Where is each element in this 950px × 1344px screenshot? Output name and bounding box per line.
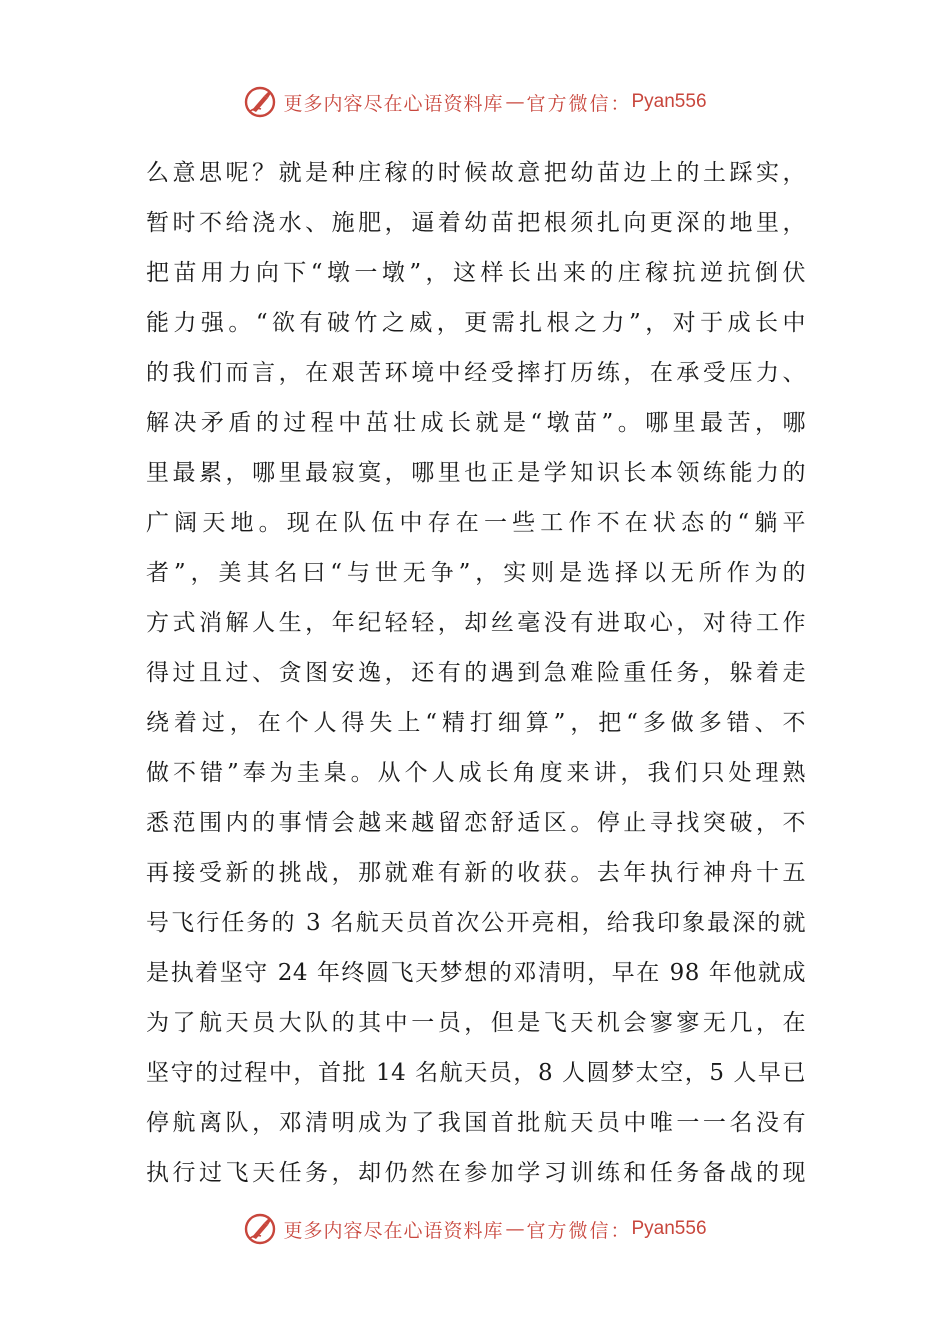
body-line: 坚守的过程中，首批 14 名航天员，8 人圆梦太空，5 人早已 [146, 1060, 806, 1086]
body-line: 执行过飞天任务，却仍然在参加学习训练和任务备战的现 [146, 1160, 806, 1186]
body-line: 为了航天员大队的其中一员，但是飞天机会寥寥无几，在 [146, 1010, 806, 1036]
body-line: 的我们而言，在艰苦环境中经受摔打历练，在承受压力、 [146, 360, 806, 386]
body-line: 广阔天地。现在队伍中存在一些工作不在状态的“躺平 [146, 510, 806, 536]
body-line: 做不错”奉为圭臬。从个人成长角度来讲，我们只处理熟 [146, 760, 806, 786]
body-line: 方式消解人生，年纪轻轻，却丝毫没有进取心，对待工作 [146, 610, 806, 636]
body-line: 停航离队，邓清明成为了我国首批航天员中唯一一名没有 [146, 1110, 806, 1136]
body-line: 是执着坚守 24 年终圆飞天梦想的邓清明，早在 98 年他就成 [146, 960, 806, 986]
body-line: 暂时不给浇水、施肥，逼着幼苗把根须扎向更深的地里， [146, 210, 806, 236]
banner-wechat-account: Pyan556 [631, 91, 707, 112]
body-line: 解决矛盾的过程中茁壮成长就是“墩苗”。哪里最苦，哪 [146, 410, 806, 436]
document-body [146, 148, 806, 1198]
banner-brand-text: 更多内容尽在心语资料库 [283, 92, 504, 115]
footer-banner [0, 1209, 950, 1249]
body-line: 再接受新的挑战，那就难有新的收获。去年执行神舟十五 [146, 860, 806, 886]
body-line: 悉范围内的事情会越来越留恋舒适区。停止寻找突破，不 [146, 810, 806, 836]
body-line: 得过且过、贪图安逸，还有的遇到急难险重任务，躲着走 [146, 660, 806, 686]
body-line: 把苗用力向下“墩一墩”，这样长出来的庄稼抗逆抗倒伏 [146, 260, 806, 286]
body-line: 绕着过，在个人得失上“精打细算”，把“多做多错、不 [146, 710, 806, 736]
body-line: 里最累，哪里最寂寞，哪里也正是学知识长本领练能力的 [146, 460, 806, 486]
banner-wechat-label: 官方微信： [526, 1219, 632, 1242]
banner-dash: — [505, 91, 525, 113]
banner-wechat-account: Pyan556 [631, 1218, 707, 1239]
pen-nib-logo-icon [243, 85, 277, 119]
pen-nib-logo-icon [243, 1212, 277, 1246]
body-line: 么意思呢？就是种庄稼的时候故意把幼苗边上的土踩实， [146, 160, 806, 186]
header-banner [0, 82, 950, 122]
banner-dash: — [505, 1218, 525, 1240]
banner-brand-text: 更多内容尽在心语资料库 [283, 1219, 504, 1242]
body-line: 号飞行任务的 3 名航天员首次公开亮相，给我印象最深的就 [146, 910, 806, 936]
body-line: 能力强。“欲有破竹之威，更需扎根之力”，对于成长中 [146, 310, 806, 336]
banner-wechat-label: 官方微信： [526, 92, 632, 115]
body-line: 者”，美其名曰“与世无争”，实则是选择以无所作为的 [146, 560, 806, 586]
